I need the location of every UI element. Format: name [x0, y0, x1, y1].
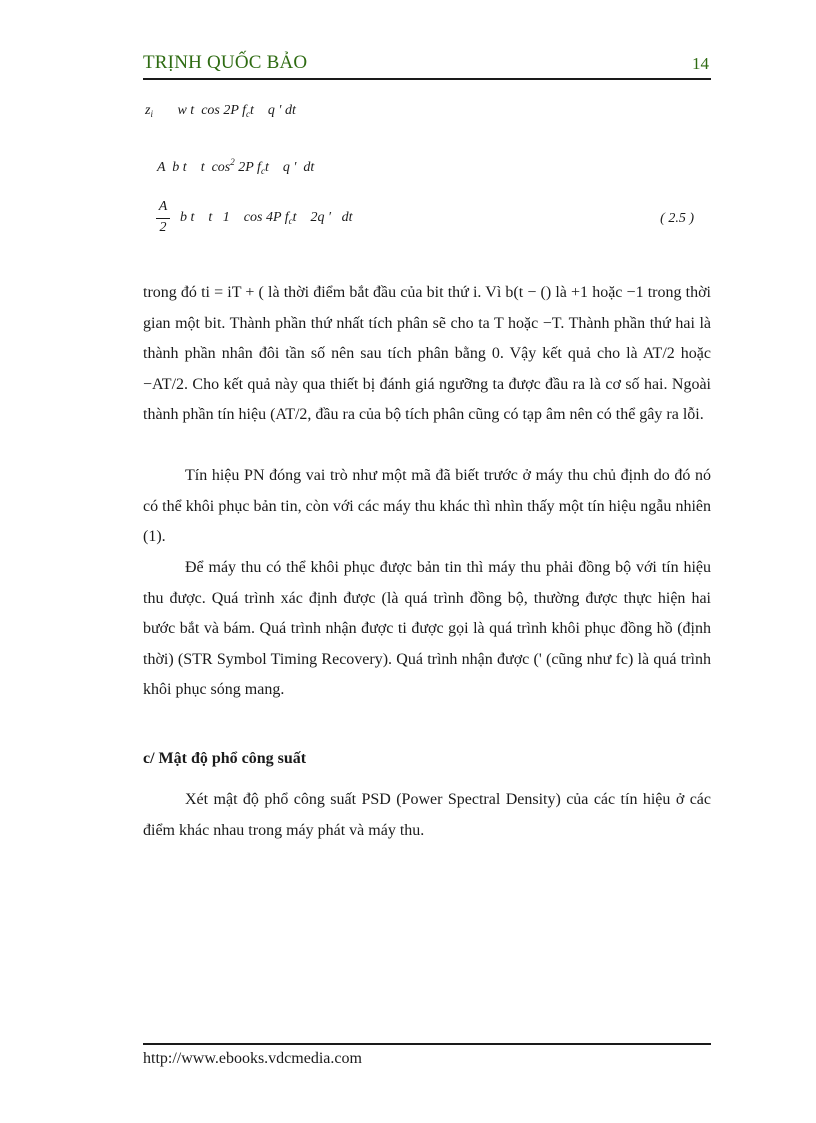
eq1-lhs: z — [145, 103, 151, 118]
paragraph-2: Tín hiệu PN đóng vai trò như một mã đã biết trước ở máy thu chủ định do đó nó có thể khôi phục bản tin, còn với các máy thu khác thì nhìn thấy một tín hiệu ngẫu nhiên (1). — [143, 467, 711, 545]
section-heading: c/ Mật độ phổ công suất — [143, 750, 307, 767]
equation-line-3 — [180, 210, 352, 226]
paragraph-3: Để máy thu có thể khôi phục được bản tin thì máy thu phải đồng bộ với tín hiệu thu được. Quá trình xác định được (là quá trình đồng bộ, thường được thực hiện hai bước bắt và bám. Quá trình nhận được ti được gọi là quá trình khôi phục đồng hồ (định thời) (STR Symbol Timing Recovery). Quá trình nhận được (' (cũng như fc) là quá trình khôi phục sóng mang. — [143, 559, 711, 698]
eq1-tail: t q ′ dt — [250, 103, 296, 118]
eq3-part-a: b t t 1 cos 4P f — [180, 210, 289, 225]
page-number: 14 — [692, 54, 709, 73]
eq1-lhs-subscript: i — [150, 109, 153, 119]
eq2-tail: t q ′ dt — [264, 160, 315, 175]
footer-divider — [143, 1043, 711, 1045]
eq2-part-b: 2P f — [234, 160, 261, 175]
fraction-bar — [156, 218, 170, 219]
eq3-tail: t 2q ′ dt — [292, 210, 353, 225]
eq2-superscript: 2 — [230, 157, 235, 167]
equation-fraction — [156, 199, 170, 238]
header-author: TRỊNH QUỐC BẢO — [143, 52, 308, 73]
header-divider — [143, 78, 711, 80]
footer-url: http://www.ebooks.vdcmedia.com — [143, 1050, 362, 1067]
eq2-part-a: A b t t cos — [157, 160, 231, 175]
equation-line-2 — [157, 157, 314, 176]
eq1-subscript: c — [246, 109, 251, 119]
fraction-denominator: 2 — [159, 220, 167, 235]
equation-line-1 — [145, 103, 296, 119]
page-header — [143, 52, 711, 80]
paragraph-4: Xét mật độ phổ công suất PSD (Power Spectral Density) của các tín hiệu ở các điểm khác nhau trong máy phát và máy thu. — [143, 791, 711, 839]
fraction-numerator: A — [158, 199, 168, 214]
eq1-rhs: w t cos 2P f — [177, 103, 247, 118]
eq2-subscript: c — [260, 166, 265, 176]
equation-number: ( 2.5 ) — [660, 211, 694, 226]
paragraph-1: trong đó ti = iT + ( là thời điểm bắt đầu của bit thứ i. Vì b(t − () là +1 hoặc −1 trong thời gian một bit. Thành phần thứ nhất tích phân sẽ cho ta T hoặc −T. Thành phần thứ hai là thành phần nhân đôi tần số nên sau tích phân bằng 0. Vậy kết quả cho là AT/2 hoặc −AT/2. Cho kết quả này qua thiết bị đánh giá ngưỡng ta được đầu ra là cơ số hai. Ngoài thành phần tín hiệu (AT/2, đầu ra của bộ tích phân cũng có tạp âm nên có thể gây ra lỗi. — [143, 284, 711, 423]
eq3-subscript: c — [288, 216, 293, 226]
